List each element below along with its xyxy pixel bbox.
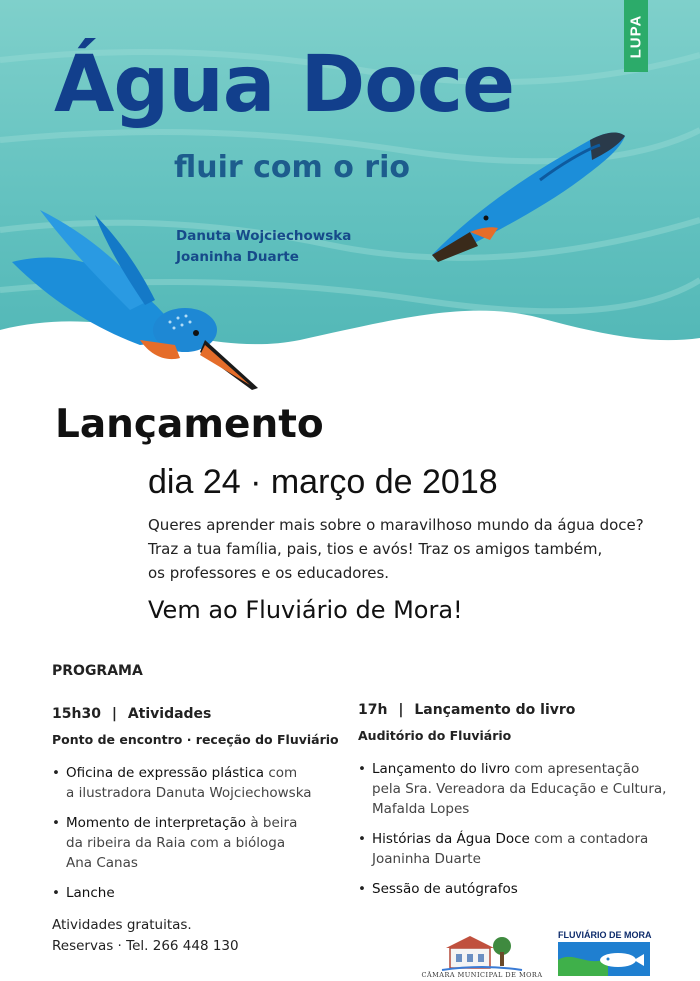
session-title: Atividades — [127, 706, 212, 722]
footer-info — [52, 915, 239, 957]
item-bold: Lanche — [66, 885, 115, 901]
camara-name: CÂMARA MUNICIPAL DE MORA — [421, 971, 543, 979]
session-header — [52, 706, 339, 722]
intro-line: Traz a tua família, pais, tios e avós! Traz os amigos também, — [148, 540, 603, 558]
item-rest: à beira — [246, 815, 298, 831]
session-separator: | — [398, 702, 404, 718]
list-item — [52, 763, 339, 803]
author-1: Danuta Wojciechowska — [176, 228, 352, 244]
session-time: 15h30 — [52, 706, 101, 722]
session-header — [358, 702, 666, 718]
intro-text — [148, 513, 644, 585]
item-line3: Mafalda Lopes — [372, 801, 470, 817]
launch-heading: Lançamento — [55, 402, 324, 447]
item-bold: Sessão de autógrafos — [372, 881, 518, 897]
event-date: dia 24 · março de 2018 — [148, 463, 498, 501]
book-subtitle: fluir com o rio — [174, 150, 410, 185]
footer-reservations: Reservas · Tel. 266 448 130 — [52, 938, 239, 954]
session-time: 17h — [358, 702, 388, 718]
item-rest: com apresentação — [510, 761, 640, 777]
item-line3: Ana Canas — [66, 855, 138, 871]
list-item — [358, 759, 666, 819]
list-item — [52, 883, 339, 903]
item-line2: Joaninha Duarte — [372, 851, 481, 867]
item-bold: Histórias da Água Doce — [372, 831, 530, 847]
item-rest: com — [264, 765, 298, 781]
session-separator: | — [111, 706, 117, 722]
list-item — [358, 879, 666, 899]
session-title: Lançamento do livro — [414, 702, 576, 718]
author-2: Joaninha Duarte — [176, 249, 299, 265]
program-column-right — [358, 702, 666, 909]
session-location: Ponto de encontro · receção do Fluviário — [52, 732, 339, 747]
session-items — [52, 763, 339, 903]
fluviario-name: FLUVIÁRIO DE MORA — [558, 930, 652, 940]
book-title: Água Doce — [54, 40, 514, 130]
call-to-action: Vem ao Fluviário de Mora! — [148, 596, 463, 624]
list-item — [358, 829, 666, 869]
programa-heading: PROGRAMA — [52, 663, 143, 679]
list-item — [52, 813, 339, 873]
item-line2: da ribeira da Raia com a bióloga — [66, 835, 286, 851]
item-line2: a ilustradora Danuta Wojciechowska — [66, 785, 312, 801]
item-bold: Momento de interpretação — [66, 815, 247, 831]
session-location: Auditório do Fluviário — [358, 728, 512, 743]
intro-line: os professores e os educadores. — [148, 564, 390, 582]
publisher-label: LUPA — [627, 14, 645, 58]
item-bold: Oficina de expressão plástica — [66, 765, 265, 781]
footer-free: Atividades gratuitas. — [52, 917, 192, 933]
intro-line: Queres aprender mais sobre o maravilhoso mundo da água doce? — [148, 516, 644, 534]
item-line2: pela Sra. Vereadora da Educação e Cultura, — [372, 781, 667, 797]
item-bold: Lançamento do livro — [372, 761, 511, 777]
program-column-left — [52, 706, 339, 913]
publisher-badge — [624, 0, 648, 72]
session-items — [358, 759, 666, 899]
item-rest: com a contadora — [529, 831, 649, 847]
